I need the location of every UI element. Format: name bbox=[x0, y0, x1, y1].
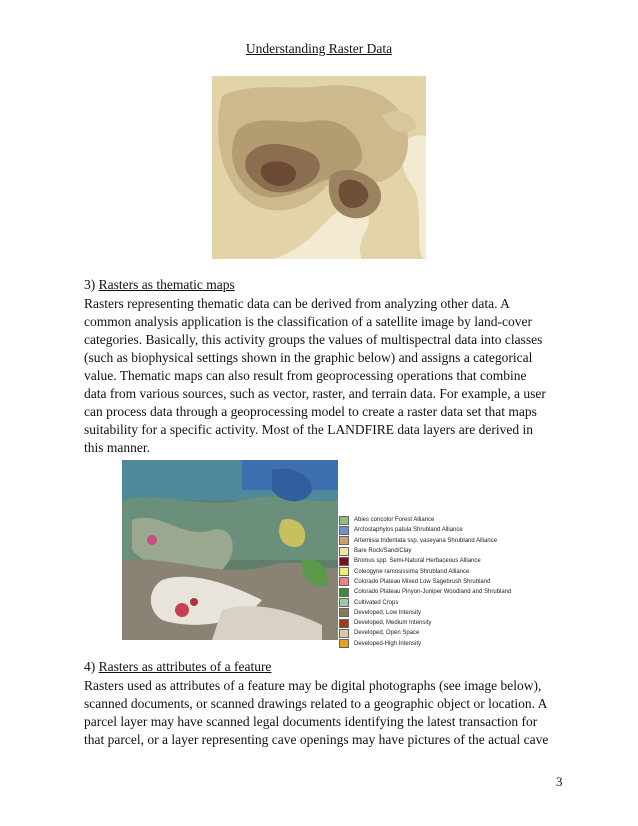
legend-item bbox=[339, 587, 529, 597]
legend-label: Cultivated Crops bbox=[354, 599, 399, 606]
legend-label: Coleogyne ramosissima Shrubland Alliance bbox=[354, 568, 470, 575]
paragraph-line: this manner. bbox=[84, 440, 150, 455]
legend-swatch bbox=[339, 577, 349, 586]
section4-paragraph bbox=[84, 677, 564, 749]
legend-swatch bbox=[339, 547, 349, 556]
paragraph-line: suitability for a specific activity. Most of the LANDFIRE data layers are derived in bbox=[84, 422, 533, 437]
legend-item bbox=[339, 577, 529, 587]
legend-swatch bbox=[339, 567, 349, 576]
paragraph-line: scanned documents, or scanned drawings related to a geographic object or location. A bbox=[84, 696, 548, 711]
paragraph-line: data from various sources, such as vector, raster, and terrain data. For example, a user bbox=[84, 386, 546, 401]
elevation-raster-image bbox=[212, 76, 426, 259]
thematic-classification-map bbox=[122, 460, 338, 640]
legend-label: Developed, Open Space bbox=[354, 630, 420, 637]
paragraph-line: categories. Basically, this activity groups the values of multispectral data into classes bbox=[84, 332, 543, 347]
section3-heading: Rasters as thematic maps bbox=[98, 277, 235, 292]
paragraph-line: that parcel, or a layer representing cave openings may have pictures of the actual cave bbox=[84, 732, 549, 747]
legend-item bbox=[339, 515, 529, 525]
paragraph-line: common analysis application is the classification of a satellite image by land-cover bbox=[84, 314, 532, 329]
section3-paragraph bbox=[84, 295, 564, 457]
legend-swatch bbox=[339, 619, 349, 628]
legend-item bbox=[339, 536, 529, 546]
section4-number: 4) bbox=[84, 659, 96, 674]
paragraph-line: parcel layer may have scanned legal documents identifying the latest transaction for bbox=[84, 714, 538, 729]
legend-item bbox=[339, 566, 529, 576]
legend-label: Developed-High Intensity bbox=[354, 640, 422, 647]
legend-item bbox=[339, 628, 529, 638]
page-number: 3 bbox=[556, 774, 563, 789]
legend-item bbox=[339, 597, 529, 607]
paragraph-line: value. Thematic maps can also result from geoprocessing operations that combine bbox=[84, 368, 527, 383]
paragraph-line: Rasters used as attributes of a feature may be digital photographs (see image below), bbox=[84, 678, 542, 693]
legend-item bbox=[339, 618, 529, 628]
legend-swatch bbox=[339, 598, 349, 607]
legend-swatch bbox=[339, 608, 349, 617]
legend-item bbox=[339, 546, 529, 556]
legend-item bbox=[339, 556, 529, 566]
legend-swatch bbox=[339, 516, 349, 525]
paragraph-line: can process data through a geoprocessing model to create a raster data set that maps bbox=[84, 404, 537, 419]
legend-label: Developed, Low Intensity bbox=[354, 609, 422, 616]
legend-item bbox=[339, 608, 529, 618]
map-legend bbox=[339, 515, 529, 649]
legend-item bbox=[339, 525, 529, 535]
section3-number: 3) bbox=[84, 277, 96, 292]
legend-swatch bbox=[339, 588, 349, 597]
legend-item bbox=[339, 639, 529, 649]
paragraph-line: (such as biophysical settings shown in the graphic below) and assigns a categorical bbox=[84, 350, 533, 365]
paragraph-line: Rasters representing thematic data can be derived from analyzing other data. A bbox=[84, 296, 510, 311]
legend-label: Developed, Medium Intensity bbox=[354, 620, 432, 627]
legend-swatch bbox=[339, 526, 349, 535]
legend-label: Abies concolor Forest Alliance bbox=[354, 517, 435, 524]
legend-swatch bbox=[339, 536, 349, 545]
section4-heading: Rasters as attributes of a feature bbox=[98, 659, 272, 674]
legend-label: Bare Rock/Sand/Clay bbox=[354, 548, 412, 555]
legend-swatch bbox=[339, 557, 349, 566]
legend-swatch bbox=[339, 639, 349, 648]
page-title: Understanding Raster Data bbox=[245, 41, 393, 56]
legend-label: Colorado Plateau Pinyon-Juniper Woodland and Shrubland bbox=[354, 589, 512, 596]
legend-label: Bromus spp. Semi-Natural Herbaceous Alliance bbox=[354, 558, 481, 565]
legend-swatch bbox=[339, 629, 349, 638]
legend-label: Colorado Plateau Mixed Low Sagebrush Shrubland bbox=[354, 578, 491, 585]
legend-label: Arctostaphylos patula Shrubland Alliance bbox=[354, 527, 463, 534]
legend-label: Artemisia tridentata ssp. vaseyana Shrubland Alliance bbox=[354, 537, 498, 544]
